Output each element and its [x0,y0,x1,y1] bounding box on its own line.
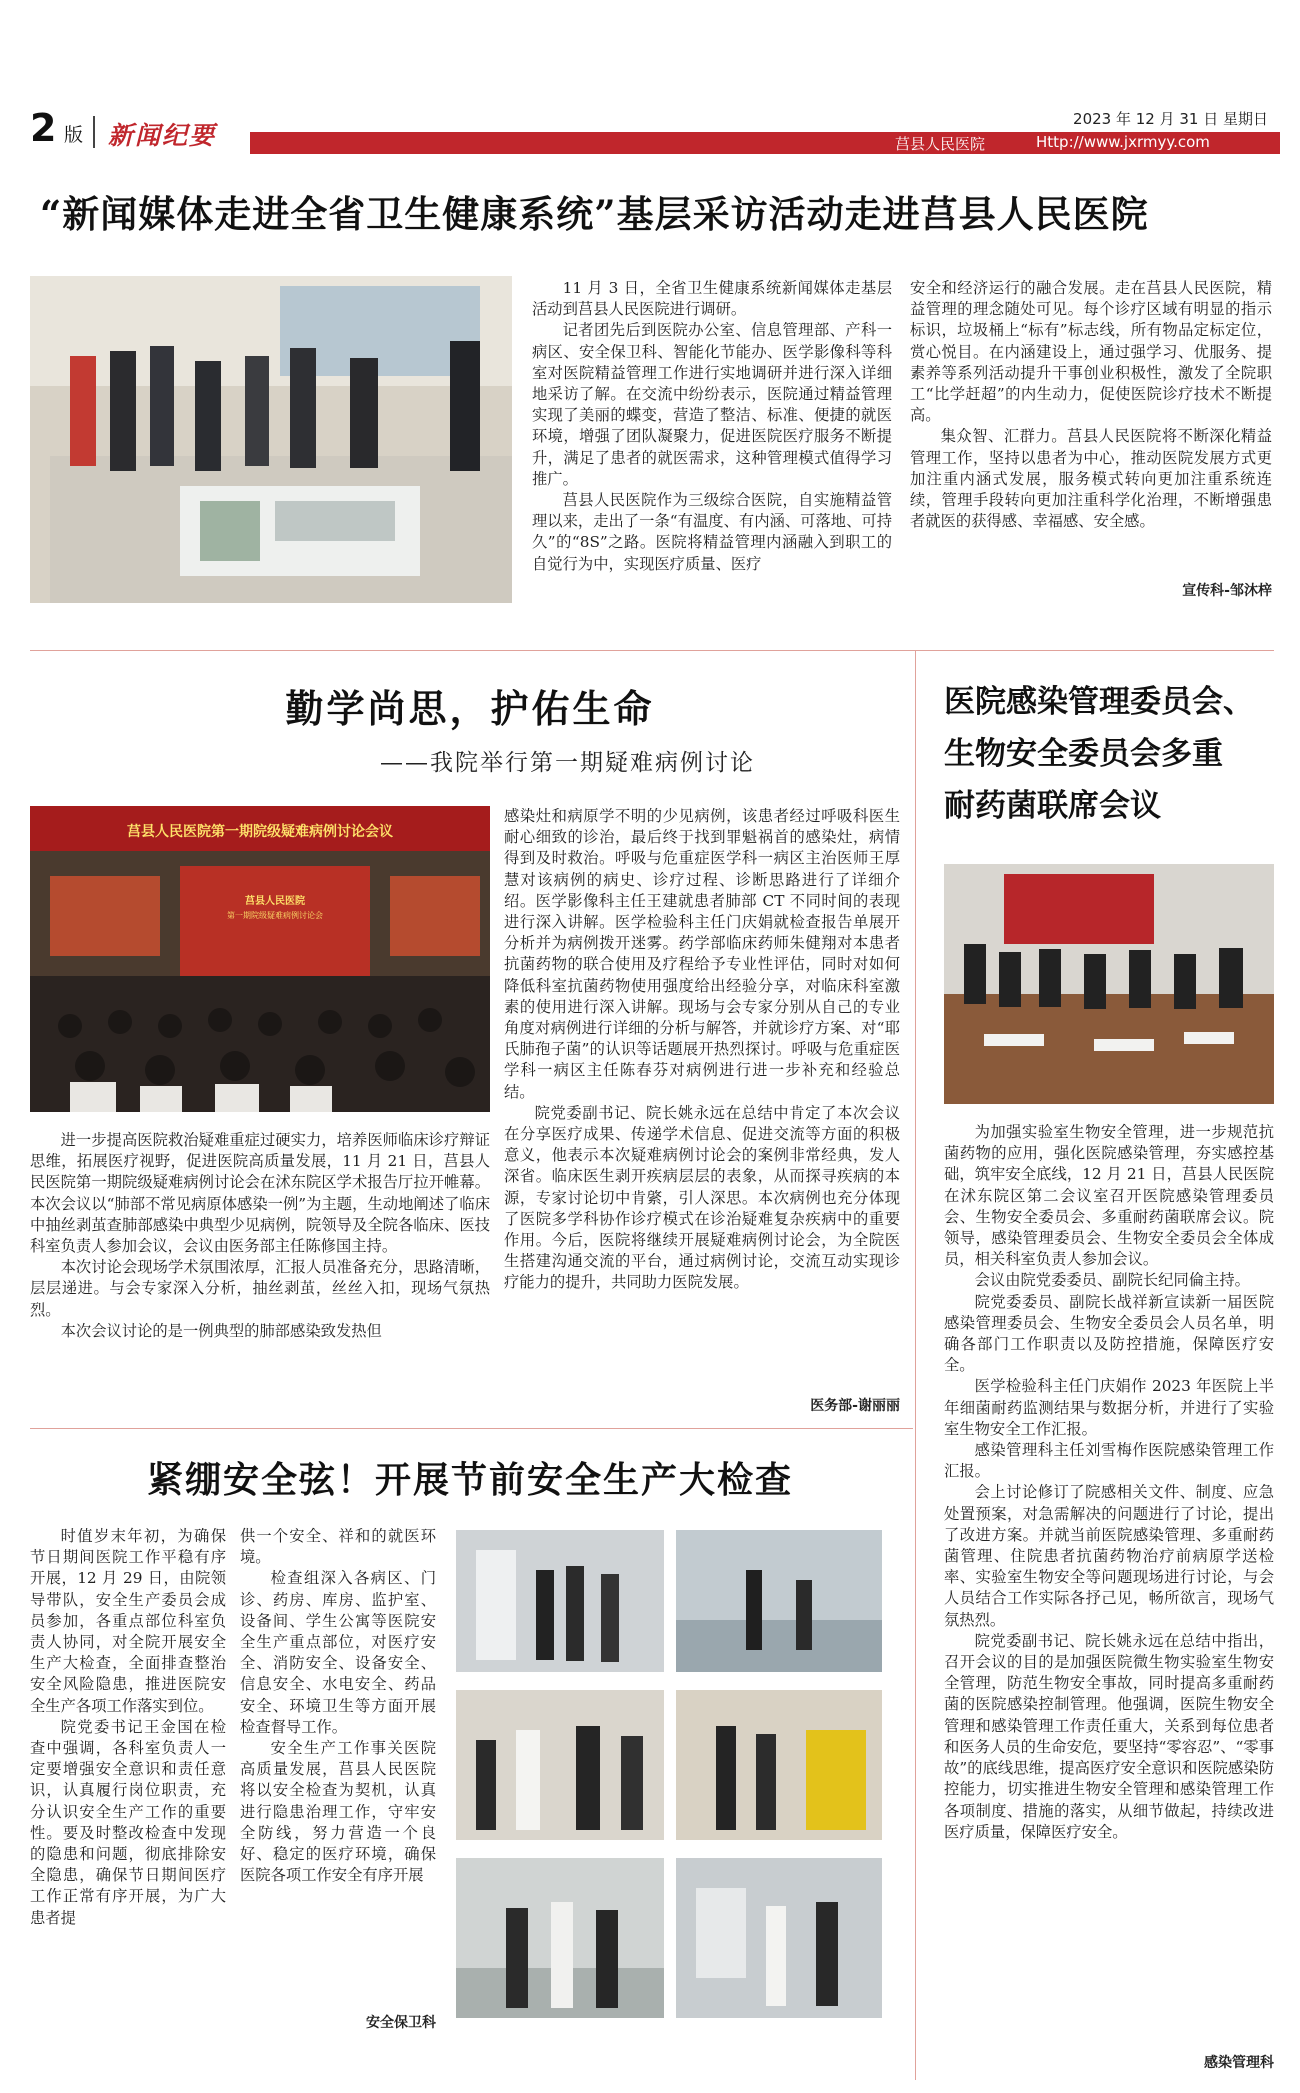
article2-subtitle: ——我院举行第一期疑难病例讨论 [380,750,755,776]
audience-image [30,986,490,1112]
article4-para: 安全生产工作事关医院高质量发展，莒县人民医院将以安全检查为契机，认真进行隐患治理工作，守牢安全防线，努力营造一个良好、稳定的医疗环境，确保医院各项工作安全有序开展 [240,1739,436,1885]
inspection-photo-4 [676,1690,882,1840]
article1-para: 11 月 3 日，全省卫生健康系统新闻媒体走基层活动到莒县人民医院进行调研。 [532,279,892,319]
article3-para: 院党委副书记、院长姚永远在总结中指出，召开会议的目的是加强医院微生物实验室生物安全管理，防范生物安全事故，同时提高多重耐药菌的医院感染控制管理。他强调，医院生物安全管理和感染管理工作责任重大，关系到每位患者和医务人员的生命安危，要坚持“零容忍”、“零事故”的底线思维，提高医疗安全意识和医院感染防控能力，切实推进生物安全管理和感染管理工作各项制度、措施的落实，从细节做起，持续改进医疗质量，保障医疗安全。 [944,1631,1274,1841]
article4-para: 院党委书记王金国在检查中强调，各科室负责人一定要增强安全意识和责任意识，认真履行岗位职责，充分认识安全生产工作的重要性。要及时整改检查中发现的隐患和问题，彻底排除安全隐患，确保节日期间医疗工作正常有序开展，为广大患者提 [30,1717,226,1927]
article4-col2 [240,1526,436,1886]
section-divider [30,650,1274,651]
page-ban-label: 版 [64,124,84,146]
article3-para: 会议由院党委委员、副院长纪同倫主持。 [974,1271,1250,1290]
article1-photo-visit [30,276,512,603]
masthead [18,106,1282,158]
article2-signature: 医务部-谢丽丽 [810,1398,900,1414]
article3-signature: 感染管理科 [1204,2055,1274,2071]
article3-photo-meeting [944,864,1274,1104]
article1-para: 莒县人民医院作为三级综合医院，自实施精益管理以来，走出了一条“有温度、有内涵、可落地、可持久”的“8S”之路。医院将精益管理内涵融入到职工的自觉行为中，实现医疗质量、医疗 [532,491,892,573]
inspection-photo-6 [676,1858,882,2018]
inspection-image [456,1690,664,1840]
article1-signature: 宣传科-邹沐梓 [1182,583,1272,599]
article2-para: 本次讨论会现场学术氛围浓厚，汇报人员准备充分，思路清晰，层层递进。与会专家深入分析，抽丝剥茧，丝丝入扣，现场气氛热烈。 [30,1258,490,1319]
article3-para: 医学检验科主任门庆娟作 2023 年医院上半年细菌耐药监测结果与数据分析，并进行了实验室生物安全工作汇报。 [944,1377,1274,1438]
article2-para: 院党委副书记、院长姚永远在总结中肯定了本次会议在分享医疗成果、传递学术信息、促进交流等方面的积极意义，他表示本次疑难病例讨论会的案例非常经典，发人深省。临床医生剥开疾病层层的表象，从而探寻疾病的本源，专家讨论切中肯綮，引人深思。本次病例也充分体现了医院多学科协作诊疗模式在诊治疑难复杂疾病中的重要作用。今后，医院将继续开展疑难病例讨论会，为全院医生搭建沟通交流的平台，通过病例讨论，交流互动实现诊疗能力的提升，共同助力医院发展。 [504,1103,900,1292]
article4-para: 时值岁末年初，为确保节日期间医院工作平稳有序开展，12 月 29 日，由院领导带队，安全生产委员会成员参加，各重点部位科室负责人协同，对全院开展安全生产大检查，全面排查整治安全风险隐患，推进医院安全生产各项工作落实到位。 [30,1527,226,1715]
article3-title-line: 耐药菌联席会议 [944,788,1161,824]
article3-title-line: 医院感染管理委员会、 [944,684,1254,720]
article2-title: 勤学尚思，护佑生命 [285,686,655,731]
article3-para: 会上讨论修订了院感相关文件、制度、应急处置预案，对急需解决的问题进行了讨论，提出了改进方案。并就当前医院感染管理、多重耐药菌管理、住院患者抗菌药物治疗前病原学送检率、实验室生物安全等问题现场进行讨论，与会人员结合工作实际各抒己见，畅所欲言，现场气氛热烈。 [944,1483,1274,1629]
inspection-image [676,1690,882,1840]
article2-col-left [30,1130,490,1342]
article3-title-line: 生物安全委员会多重 [944,736,1223,772]
section-divider [30,1428,913,1429]
article1-col2 [910,278,1272,532]
article1-col1 [532,278,892,575]
article4-title: 紧绷安全弦！开展节前安全生产大检查 [146,1460,793,1501]
article1-para: 集众智、汇群力。莒县人民医院将不断深化精益管理工作，坚持以患者为中心，推动医院发展方式更加注重内涵式发展，服务模式转向更加注重系统连续，管理手段转向更加注重科学化治理，不断增强患者就医的获得感、幸福感、安全感。 [910,427,1272,531]
inspection-photo-3 [456,1690,664,1840]
hospital-visit-image [30,276,512,603]
article1-para: 安全和经济运行的融合发展。走在莒县人民医院，精益管理的理念随处可见。每个诊疗区域有明显的指示标识，垃圾桶上“标有”标志线，所有物品定标定位，赏心悦目。在内涵建设上，通过强学习、优服务、提素养等系列活动提升干事创业积极性，激发了全院职工“比学赶超”的内生动力，促使医院诊疗技术不断提高。 [910,279,1272,425]
divider [93,116,95,148]
inspection-photo-5 [456,1858,664,2018]
header-url[interactable]: Http://www.jxrmyy.com [1036,133,1210,151]
article4-signature: 安全保卫科 [366,2015,436,2031]
article3-para: 感染管理科主任刘雪梅作医院感染管理工作汇报。 [944,1441,1274,1481]
screen-text-line1: 莒县人民医院 [245,896,305,907]
inspection-image [456,1858,664,2018]
article1-para: 记者团先后到医院办公室、信息管理部、产科一病区、安全保卫科、智能化节能办、医学影像科等科室对医院精益管理工作进行实地调研并进行深入详细地采访了解。在交流中纷纷表示，医院通过精益管理实现了美丽的蝶变，营造了整洁、标准、便捷的就医环境，增强了团队凝聚力，促进医院医疗服务不断提升，满足了患者的就医需求，这种管理模式值得学习推广。 [532,321,892,488]
section-name: 新闻纪要 [108,121,217,150]
inspection-photo-1 [456,1530,664,1672]
conference-room-image [944,864,1274,1104]
header-red-bar [250,132,1280,154]
issue-date: 2023 年 12 月 31 日 星期日 [1073,110,1268,128]
article4-para: 供一个安全、祥和的就医环境。 [240,1527,436,1567]
article3-body [944,1122,1274,1843]
inspection-photo-2 [676,1530,882,1672]
meeting-banner-text: 莒县人民医院第一期院级疑难病例讨论会议 [127,824,393,840]
article1-title: “新闻媒体走进全省卫生健康系统”基层采访活动走进莒县人民医院 [40,192,1149,236]
inspection-image [676,1530,882,1672]
inspection-image [456,1530,664,1672]
article2-col-right [504,806,900,1294]
article2-para: 感染灶和病原学不明的少见病例，该患者经过呼吸科医生耐心细致的诊治，最后终于找到罪魁祸首的感染灶，病情得到及时救治。呼吸与危重症医学科一病区主治医师王厚慧对该病例的病史、诊疗过程、诊断思路进行了详细介绍。医学影像科主任王建就患者肺部 CT 不同时间的表现进行深入讲解。医学检验科主任门庆娟就检查报告单展开分析并为病例拨开迷雾。药学部临床药师朱健翔对本患者抗菌药物的联合使用及疗程给予专业性评估，同时对如何降低科室抗菌药物使用强度给出经验分享，对临床科室激素的使用进行深入讲解。现场与会专家分别从自己的专业角度对病例进行详细的分析与解答，并就诊疗方案、对“耶氏肺孢子菌”的认识等话题展开热烈探讨。呼吸与危重症医学科一病区主任陈春芬对病例进行进一步补充和经验总结。 [504,807,900,1101]
page-number: 2 [30,106,57,150]
column-divider [915,650,916,2080]
header-hospital: 莒县人民医院 [895,135,986,153]
screen-text-line2: 第一期院级疑难病例讨论会 [227,911,323,920]
article2-para: 本次会议讨论的是一例典型的肺部感染致发热但 [60,1321,382,1340]
article2-para: 进一步提高医院救治疑难重症过硬实力，培养医师临床诊疗辩证思维，拓展医疗视野，促进医院高质量发展，11 月 21 日，莒县人民医院第一期院级疑难病例讨论会在沭东院区学术报告厅拉开帷幕。本次会议以“肺部不常见病原体感染一例”为主题，生动地阐述了临床中抽丝剥茧查肺部感染中典型少见病例，院领导及全院各临床、医技科室负责人参加会议，会议由医务部主任陈修国主持。 [30,1131,490,1256]
inspection-image [676,1858,882,2018]
article3-para: 为加强实验室生物安全管理，进一步规范抗菌药物的应用，强化医院感染管理，夯实感控基础，筑牢安全底线，12 月 21 日，莒县人民医院在沭东院区第二会议室召开医院感染管理委员会、生物安全委员会、多重耐药菌联席会议。院领导，感染管理委员会、生物安全委员会全体成员，相关科室负责人参加会议。 [944,1123,1274,1269]
article4-col1 [30,1526,226,1929]
article2-photo-meeting [30,806,490,1112]
article4-para: 检查组深入各病区、门诊、药房、库房、监护室、设备间、学生公寓等医院安全生产重点部位，对医疗安全、消防安全、设备安全、信息安全、水电安全、药品安全、环境卫生等方面开展检查督导工作。 [240,1569,436,1736]
article3-para: 院党委委员、副院长战祥新宣读新一届医院感染管理委员会、生物安全委员会人员名单，明确各部门工作职责以及防控措施，保障医疗安全。 [944,1292,1274,1375]
article3-title [944,676,1274,832]
